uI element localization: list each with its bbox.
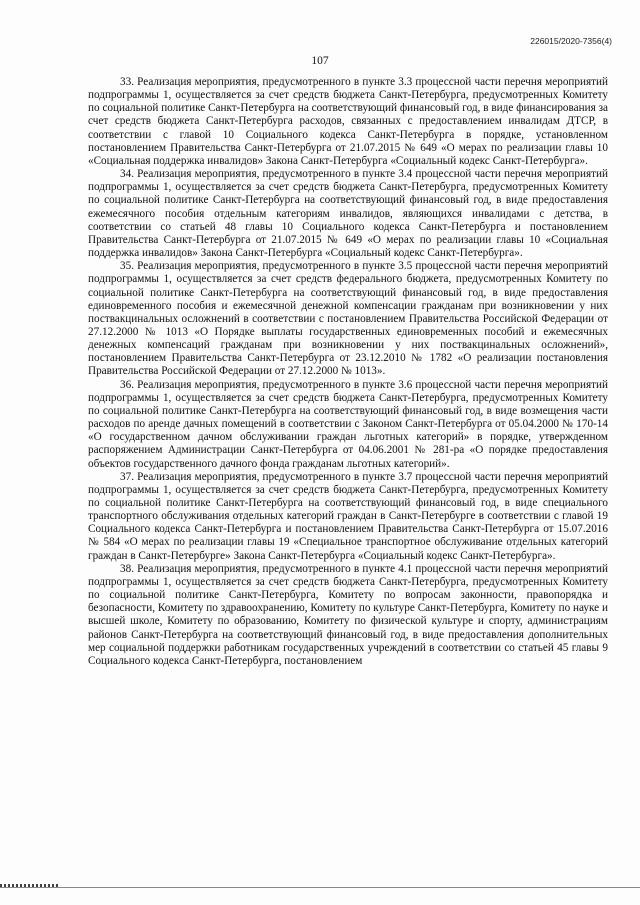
paragraph-35: 35. Реализация мероприятия, предусмотренного в пункте 3.5 процессной части перечня мероприятий подпрограммы 1, осуществляется за счет средств федерального бюджета, предусмотренных Комитету по социальной политике Санкт-Петербурга на соответствующий финансовый год, в виде предоставления единовременного пособия и ежемесячной денежной компенсации гражданам при возникновении у них поствакцинальных осложнений в соответствии с постановлением Правительства Российской Федерации от 27.12.2000 № 1013 «О Порядке выплаты государственных единовременных пособий и ежемесячных денежных компенсаций гражданам при возникновении у них поствакцинальных осложнений», постановлением Правительства Санкт-Петербурга от 23.12.2010 № 1782 «О реализации постановления Правительства Российской Федерации от 27.12.2000 № 1013». <box>88 260 608 378</box>
paragraph-36: 36. Реализация мероприятия, предусмотренного в пункте 3.6 процессной части перечня мероприятий подпрограммы 1, осуществляется за счет средств бюджета Санкт-Петербурга, предусмотренных Комитету по социальной политике Санкт-Петербурга на соответствующий финансовый год, в виде возмещения части расходов по аренде дачных помещений в соответствии с Законом Санкт-Петербурга от 05.04.2000 № 170-14 «О государственном дачном обслуживании граждан льготных категорий» в порядке, утвержденном распоряжением Администрации Санкт-Петербурга от 04.06.2001 № 281-ра «О порядке предоставления объектов государственного дачного фонда гражданам льготных категорий». <box>88 378 608 470</box>
paragraph-37: 37. Реализация мероприятия, предусмотренного в пункте 3.7 процессной части перечня мероприятий подпрограммы 1, осуществляется за счет средств бюджета Санкт-Петербурга, предусмотренных Комитету по социальной политике Санкт-Петербурга на соответствующий финансовый год, в виде специального транспортного обслуживания отдельных категорий граждан в Санкт-Петербурге в соответствии с главой 19 Социального кодекса Санкт-Петербурга и постановлением Правительства Санкт-Петербурга от 15.07.2016 № 584 «О мерах по реализации главы 19 «Специальное транспортное обслуживание отдельных категорий граждан в Санкт-Петербурге» Закона Санкт-Петербурга «Социальный кодекс Санкт-Петербурга». <box>88 470 608 562</box>
page-bottom-divider <box>0 887 640 888</box>
paragraph-38: 38. Реализация мероприятия, предусмотренного в пункте 4.1 процессной части перечня мероприятий подпрограммы 1, осуществляется за счет средств бюджета Санкт-Петербурга, предусмотренных Комитету по социальной политике Санкт-Петербурга, Комитету по вопросам законности, правопорядка и безопасности, Комитету по здравоохранению, Комитету по культуре Санкт-Петербурга, Комитету по науке и высшей школе, Комитету по образованию, Комитету по физической культуре и спорту, администрациям районов Санкт-Петербурга на соответствующий финансовый год, в виде предоставления дополнительных мер социальной поддержки работникам государственных учреждений в соответствии со статьей 45 главы 9 Социального кодекса Санкт-Петербурга, постановлением <box>88 562 608 667</box>
paragraph-33: 33. Реализация мероприятия, предусмотренного в пункте 3.3 процессной части перечня мероприятий подпрограммы 1, осуществляется за счет средств бюджета Санкт-Петербурга, предусмотренных Комитету по социальной политике Санкт-Петербурга на соответствующий финансовый год, в виде финансирования за счет средств бюджета Санкт-Петербурга расходов, связанных с предоставлением инвалидам ДТСР, в соответствии с главой 10 Социального кодекса Санкт-Петербурга в порядке, установленном постановлением Правительства Санкт-Петербурга от 21.07.2015 № 649 «О мерах по реализации главы 10 «Социальная поддержка инвалидов» Закона Санкт-Петербурга «Социальный кодекс Санкт-Петербурга». <box>88 76 608 167</box>
paragraph-34: 34. Реализация мероприятия, предусмотренного в пункте 3.4 процессной части перечня мероприятий подпрограммы 1, осуществляется за счет средств бюджета Санкт-Петербурга, предусмотренных Комитету по социальной политике Санкт-Петербурга на соответствующий финансовый год, в виде предоставления ежемесячного пособия отдельным категориям инвалидов, являющихся инвалидами с детства, в соответствии со статьей 48 главы 10 Социального кодекса Санкт-Петербурга и постановлением Правительства Санкт-Петербурга от 21.07.2015 № 649 «О мерах по реализации главы 10 «Социальная поддержка инвалидов» Закона Санкт-Петербурга «Социальный кодекс Санкт-Петербурга». <box>88 168 608 260</box>
document-id: 226015/2020-7356(4) <box>530 36 612 46</box>
page-number: 107 <box>311 55 329 67</box>
document-body <box>88 76 608 668</box>
